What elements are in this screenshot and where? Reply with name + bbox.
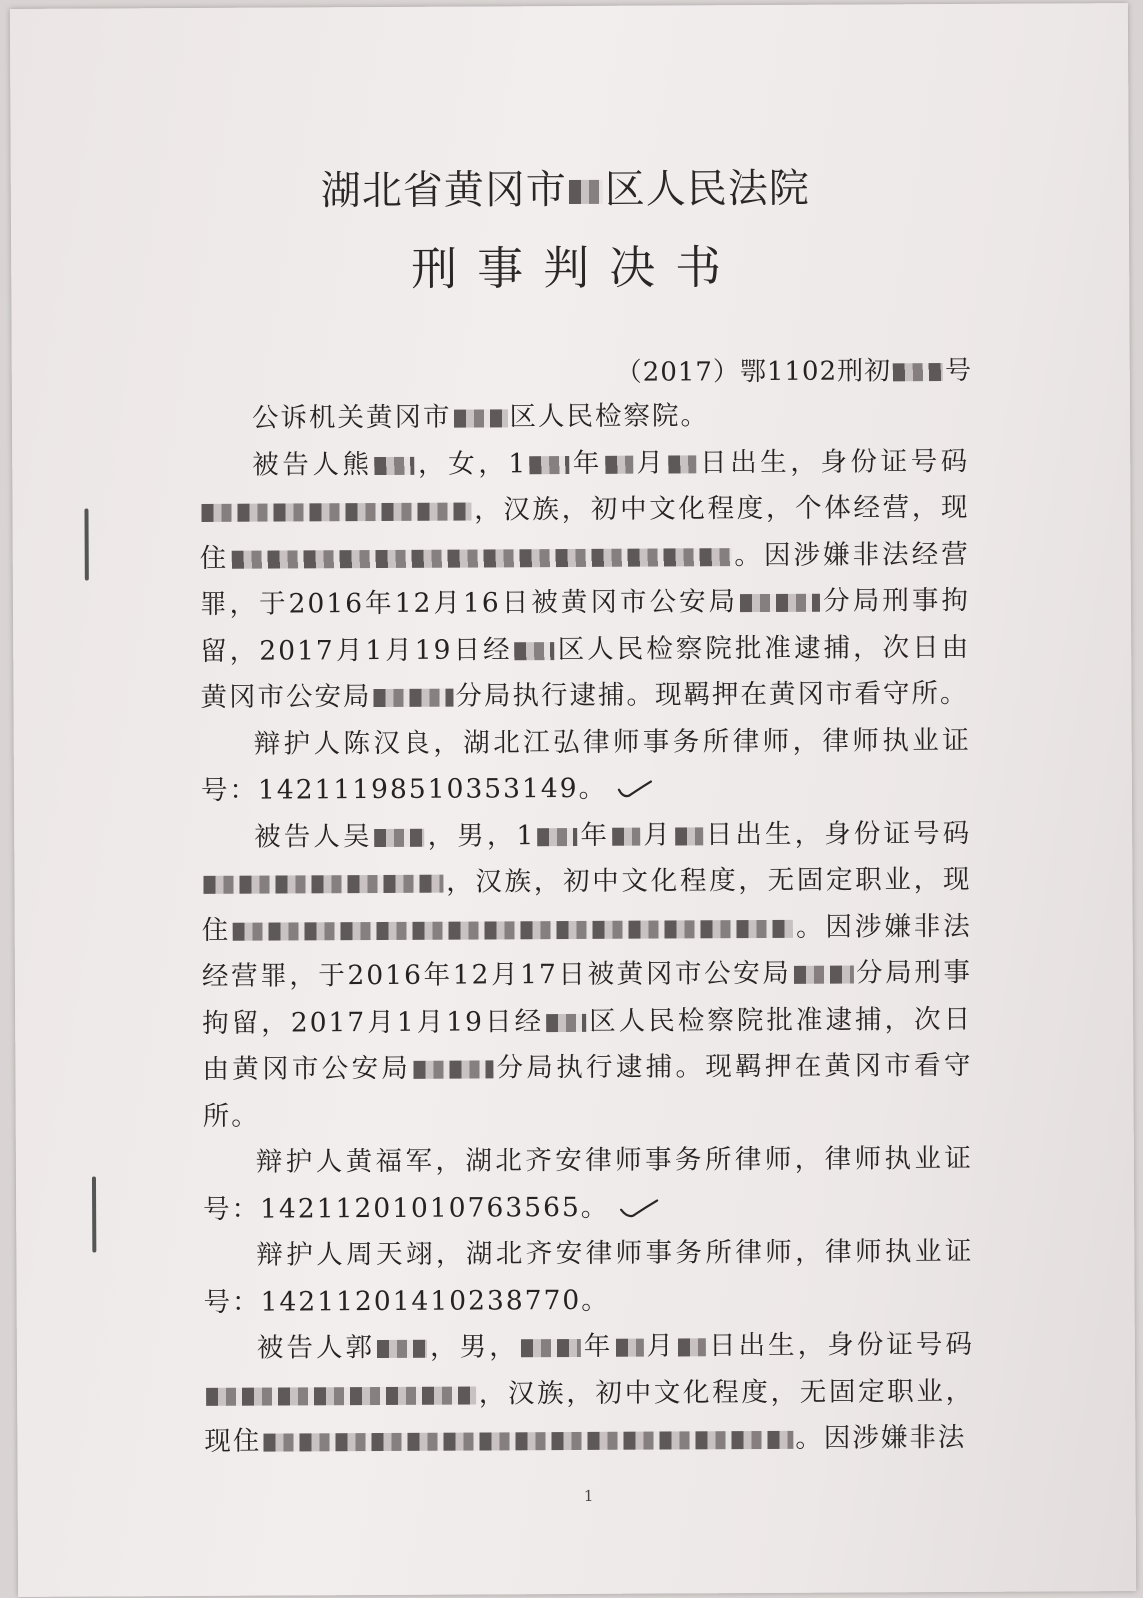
defense-counsel-text: 辩护人黄福军，湖北齐安律师事务所律师，律师执业证号：14211201010763565。 xyxy=(203,1142,973,1225)
redaction-mark xyxy=(206,1386,476,1405)
staple-mark xyxy=(92,1177,96,1253)
redaction-mark xyxy=(375,456,415,474)
case-number: （2017）鄂1102刑初 号 xyxy=(615,355,973,388)
redaction-mark xyxy=(515,642,555,660)
defense-counsel-paragraph xyxy=(203,1229,973,1326)
redaction-mark xyxy=(373,689,453,707)
redaction-mark xyxy=(203,875,443,894)
redaction-mark xyxy=(793,966,853,984)
defense-counsel-paragraph xyxy=(201,717,971,814)
redaction-mark xyxy=(529,456,569,474)
court-name: 湖北省黄冈市 区人民法院 xyxy=(320,165,810,215)
redaction-mark xyxy=(546,1013,586,1031)
defendant-paragraph: 被告人吴 ，男，1 年 月 日出生，身份证号码，汉族，初中文化程度，无固定职业，现住 。因涉嫌非法经营罪，于2016年12月17日被黄冈市公安局 分局刑事拘留，2017月1月19日经 区人民检察院批准逮捕，次日由黄冈市公安局 分局执行逮捕。现羁押在黄冈市看守所。 xyxy=(201,817,973,1132)
defense-counsel-text: 辩护人周天翊，湖北齐安律师事务所律师，律师执业证号：14211201410238770。 xyxy=(203,1235,974,1318)
redaction-mark xyxy=(678,1338,706,1356)
redaction-mark xyxy=(521,1339,581,1357)
judgment-body xyxy=(199,392,975,1466)
redaction-mark xyxy=(675,827,703,845)
redaction-mark xyxy=(605,455,633,473)
redaction-mark xyxy=(231,548,731,569)
redaction-mark xyxy=(413,1060,493,1078)
handwritten-check-mark xyxy=(617,780,653,800)
redaction-mark xyxy=(233,919,793,940)
handwritten-check-mark xyxy=(619,1197,659,1219)
redaction-mark xyxy=(375,828,425,846)
staple-mark xyxy=(84,509,88,581)
redaction-mark xyxy=(668,455,696,473)
document-page xyxy=(10,3,1136,1597)
defendant-paragraph: 被告人郭 ，男， 年 月 日出生，身份证号码，汉族，初中文化程度，无固定职业，现住 。因涉嫌非法 xyxy=(204,1328,975,1457)
redaction-mark xyxy=(537,827,577,845)
prosecutor-paragraph: 公诉机关黄冈市 区人民检察院。 xyxy=(251,400,710,434)
redaction-mark xyxy=(377,1340,427,1358)
redaction-mark xyxy=(740,594,820,612)
defense-counsel-text: 辩护人陈汉良，湖北江弘律师事务所律师，律师执业证号：14211198510353149。 xyxy=(200,724,971,806)
redaction-mark xyxy=(569,180,603,204)
redaction-mark xyxy=(893,363,943,381)
document-type-title: 刑事判决书 xyxy=(411,240,742,296)
defense-counsel-paragraph xyxy=(203,1136,973,1233)
redaction-mark xyxy=(263,1431,793,1452)
redaction-mark xyxy=(453,409,507,427)
defendant-paragraph: 被告人熊 ，女，1 年 月 日出生，身份证号码，汉族，初中文化程度，个体经营，现住 。因涉嫌非法经营罪，于2016年12月16日被黄冈市公安局 分局刑事拘留，2017月1月19日经 区人民检察院批准逮捕，次日由黄冈市公安局 分局执行逮捕。现羁押在黄冈市看守所。 xyxy=(199,445,971,713)
redaction-mark xyxy=(612,827,640,845)
redaction-mark xyxy=(201,503,471,522)
redaction-mark xyxy=(615,1339,643,1357)
page-number: 1 xyxy=(583,1486,594,1505)
